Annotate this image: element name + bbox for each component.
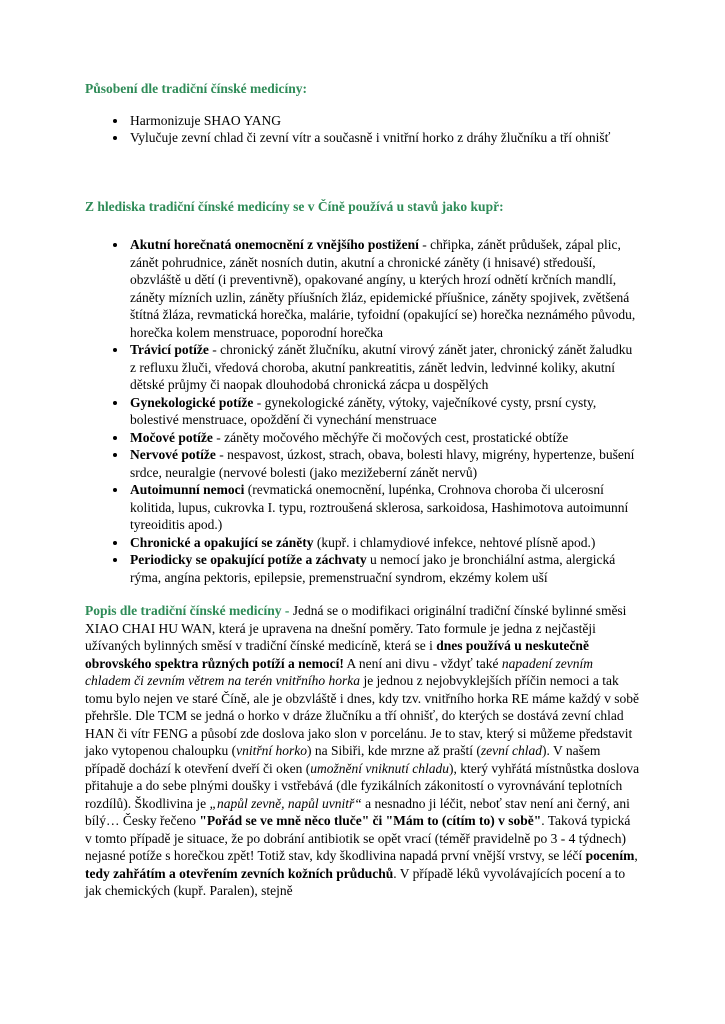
text-run: , — [634, 848, 638, 863]
text-run: A není ani divu - vždyť také — [343, 655, 502, 671]
text-run: Trávicí potíže — [130, 342, 209, 357]
text-run: „napůl zevně, napůl uvnitř“ — [209, 795, 362, 811]
description-paragraph — [85, 602, 640, 900]
text-run: napadení zevním chladem či zevním větrem na terén vnitřního horka — [85, 655, 593, 688]
text-run: zevní chlad — [480, 743, 543, 758]
text-run: Chronické a opakující se záněty — [130, 534, 314, 550]
text-run: ) na Sibiři, kde mrzne až praští ( — [306, 743, 481, 758]
text-run: pocením — [585, 848, 635, 863]
usage-bullet-list — [85, 236, 640, 586]
list-item — [128, 236, 640, 341]
text-run: . Taková typická v tomto případě je situace, že po dobrání antibiotik se opět vrací (téměř pravidelně po 3 - 4 týdnech) nejasné potíže s horečkou zpět! Totiž stav, kdy škodlivina napadá první vnější vrstvy, se léčí — [85, 813, 631, 863]
text-run: (kupř. i chlamydiové infekce, nehtové plísně apod.) — [313, 534, 596, 550]
list-item: • Harmonizuje SHAO YANG — [128, 112, 640, 130]
text-run: Gynekologické potíže — [130, 394, 254, 410]
text-run: - chronický zánět žlučníku, akutní virový zánět jater, chronický zánět žaludku z refluxu žluči, vředová choroba, akutní pankreatitis, zánět ledvin, ledvinné koliky, akutní dětské průjmy či naopak dlouhodobá chronická zácpa u dospělých — [130, 342, 633, 392]
list-item — [128, 394, 640, 429]
text-run: Popis dle tradiční čínské medicíny - — [85, 603, 293, 618]
text-run: Periodicky se opakující potíže a záchvaty — [130, 552, 367, 567]
text-run: ), který vyhřátá místnůstka doslova přitahuje a do sebe plnými doušky i vstřebává (dle fyzikálních zákonitostí o vyrovnávání teplotních rozdílů). Škodlivina je — [85, 760, 640, 811]
list-item — [128, 341, 640, 394]
text-run: . V případě léků vyvolávajících pocení a to jak chemických (kupř. Paralen), stejně — [85, 865, 626, 898]
text-run: u nemocí jako je bronchiální astma, alergická rýma, angína pektoris, epilepsie, premenstruační syndrom, ekzémy kolem uší — [130, 552, 616, 585]
text-run: a nesnadno ji léčit, neboť stav není ani černý, ani bílý… Česky řečeno — [85, 795, 630, 828]
effect-bullet-list — [85, 112, 640, 147]
text-run: - chřipka, zánět průdušek, zápal plic, zánět pohrudnice, zánět nosních dutin, akutní a chronické záněty (i hnisavé) středouší, obzvláště u dětí (i preventivně), opakované angíny, u kterých hrozí odnětí krčních mandlí, záněty mízních uzlin, záněty příušních žláz, epidemické příušnice, záněty spojivek, zvětšená štítná žláza, revmatická horečka, malárie, tyfoidní (opakující se) horečka neznámého původu, horečka kolem menstruace, poporodní horečka — [130, 237, 636, 340]
list-item — [128, 446, 640, 481]
text-run: umožnění vniknutí chladu — [310, 760, 450, 776]
text-run: tedy zahřátím a otevřením zevních kožních průduchů — [85, 865, 394, 881]
text-run: - nespavost, úzkost, strach, obava, bolesti hlavy, migrény, hypertenze, bušení srdce, neuralgie (nervové bolesti (jako mezižeberní zánět nervů) — [130, 447, 635, 480]
text-run: dnes používá u neskutečně obrovského spektra různých potíží a nemocí! — [85, 638, 589, 671]
list-item — [128, 534, 640, 552]
text-run: je jednou z nejobvyklejších příčin nemoci a tak tomu bylo nejen ve staré Číně, ale je obzvláště i dnes, kdy tzv. vnitřního horka RE máme každý v sobě přehršle. Dle TCM se jedná o horko v dráze žlučníku a tří ohnišť, do kterých se dostává zevní chlad HAN či vítr FENG a působí zde doslova jako slon v porcelánu. Je to stav, který si můžeme představit jako vytopenou chaloupku ( — [85, 673, 639, 758]
text-run: Nervové potíže — [130, 447, 216, 462]
list-item — [128, 429, 640, 447]
text-run: - gynekologické záněty, výtoky, vaječníkové cysty, prsní cysty, bolestivé menstruace, opoždění či vynechání menstruace — [130, 394, 597, 427]
text-run: "Pořád se ve mně něco tluče" či "Mám to (cítím to) v sobě" — [199, 813, 542, 828]
text-run: Autoimunní nemoci — [130, 482, 245, 497]
text-run: - záněty močového měchýře či močových cest, prostatické obtíže — [212, 429, 569, 445]
text-run: vnitřní horko — [236, 743, 307, 758]
text-run: Močové potíže — [130, 429, 213, 445]
text-run: ). V našem případě dochází k otevření dveří či oken ( — [85, 743, 601, 776]
list-item — [128, 551, 640, 586]
section-effect-heading: Působení dle tradiční čínské medicíny: — [85, 81, 308, 96]
text-run: Akutní horečnatá onemocnění z vnějšího postižení — [130, 237, 419, 252]
list-item: • Vylučuje zevní chlad či zevní vítr a současně i vnitřní horko z dráhy žlučníku a tří ohnišť — [128, 129, 640, 147]
text-run: Jedná se o modifikaci originální tradiční čínské bylinné směsi XIAO CHAI HU WAN, která je upravena na dnešní poměry. Tato formule je jedna z nejčastěji užívaných bylinných směsí v tradiční čínské medicíně, která se i — [85, 603, 627, 653]
text-run: (revmatická onemocnění, lupénka, Crohnova choroba či ulcerosní kolitida, lupus, cukrovka I. typu, roztroušená sklerosa, sarkoidosa, Hashimotova autoimunní tyreoiditis apod.) — [130, 482, 629, 532]
list-item — [128, 481, 640, 534]
section-usage-heading: Z hlediska tradiční čínské medicíny se v Číně používá u stavů jako kupř: — [85, 198, 504, 214]
